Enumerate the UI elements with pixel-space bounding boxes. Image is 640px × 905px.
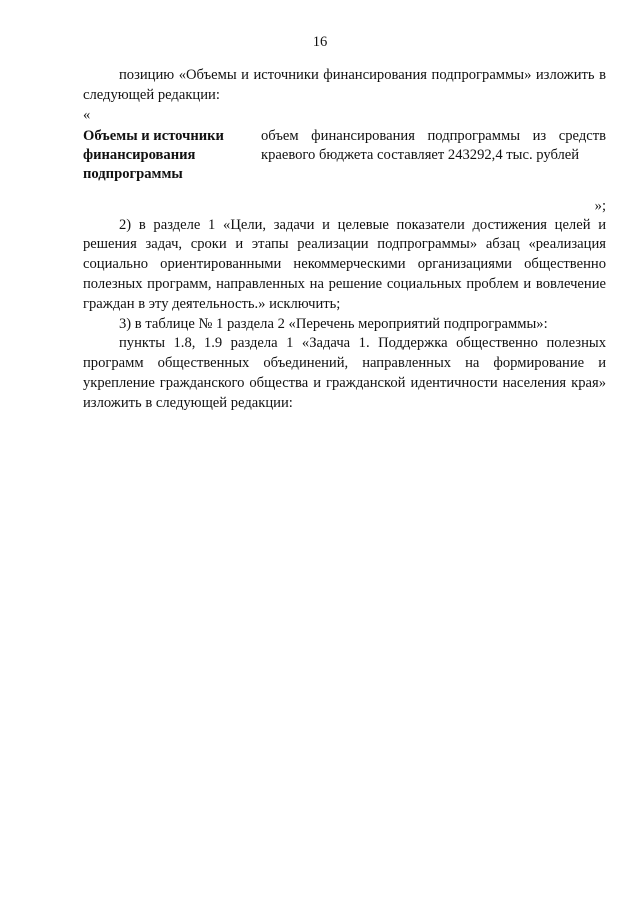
item-paragraph-3: 3) в таблице № 1 раздела 2 «Перечень мероприятий подпрограммы»: [119,315,548,332]
passport-value: объем финансирования подпрограммы из средств краевого бюджета составляет 243292,4 тыс. рублей [261,127,606,163]
points-paragraph: пункты 1.8, 1.9 раздела 1 «Задача 1. Поддержка общественно полезных программ общественных объединений, направленных на формирование и укрепление гражданского общества и гражданской идентичности населения края» изложить в следующей редакции: [83,335,606,411]
intro-paragraph: позицию «Объемы и источники финансирования подпрограммы» изложить в следующей редакции: [83,67,606,103]
closing-quote: »; [594,197,606,214]
opening-quote: « [83,106,91,123]
passport-label: Объемы и источники финансирования подпрограммы [83,127,224,182]
passport-table [83,127,606,184]
document-body [83,66,606,414]
page-number: 16 [312,34,328,50]
item-paragraph-2: 2) в разделе 1 «Цели, задачи и целевые показатели достижения целей и решения задач, сроки и этапы реализации подпрограммы» абзац «реализация социально ориентированными некоммерческими организациями общественно полезных программ, направленных на решение социальных проблем и вовлечение граждан в эту деятельность.» исключить; [83,216,606,312]
